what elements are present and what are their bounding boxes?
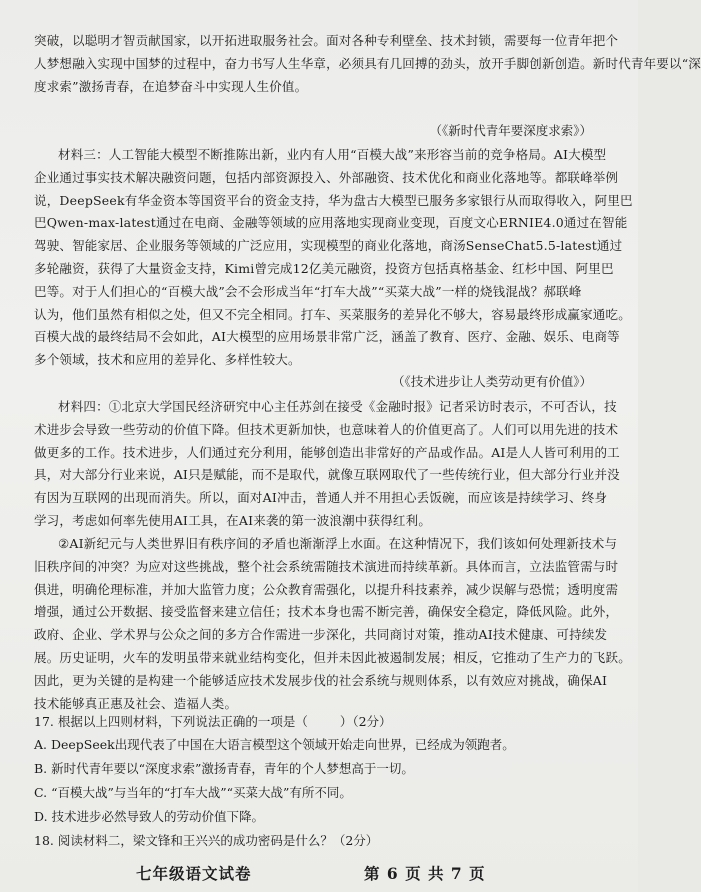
text-line: 术进步会导致一些劳动的价值下降。但技术更新加快，也意味着人的价值更高了。人们可以用先进的技术 [34, 421, 619, 437]
source-citation: （《新时代青年要深度求索》） [429, 123, 592, 138]
text-line: 巴等。对于人们担心的“百模大战”会不会形成当年“打车大战”“买菜大战”一样的烧钱混战？郝联峰 [34, 283, 582, 299]
paragraph-material-two-ending [34, 30, 701, 98]
text-line: 巴Qwen-max-latest通过在电商、金融等领域的应用落地实现商业变现，百度文心ERNIE4.0通过在智能 [34, 215, 628, 231]
text-line: 度求索”激扬青春，在追梦奋斗中实现人生价值。 [34, 78, 308, 94]
question-score: ）（2分） [339, 714, 392, 729]
text-line: 说，DeepSeek有华金资本等国资平台的资金支持，华为盘古大模型已服务多家银行从而取得收入，阿里巴 [34, 192, 633, 208]
text-line: 学习，考虑如何率先使用AI工具，在AI来袭的第一波浪潮中获得红利。 [34, 512, 432, 528]
text-line: 企业通过事实技术解决融资问题，包括内部资源投入、外部融资、技术优化和商业化落地等。都联峰举例 [34, 169, 619, 185]
text-line: 增强，通过公开数据、接受监督来建立信任；技术本身也需不断完善，确保安全稳定，降低风险。此外， [34, 604, 619, 620]
option-d: D. 技术进步必然导致人的劳动价值下降。 [34, 809, 265, 824]
paragraph-material-four-part-one [34, 396, 620, 533]
text-line: 认为，他们虽然有相似之处，但又不完全相同。打车、买菜服务的差异化不够大，容易最终形成赢家通吃。 [34, 306, 631, 322]
footer-page-number: 第 6 页 共 7 页 [364, 864, 486, 883]
text-line: 材料三：人工智能大模型不断推陈出新，业内有人用“百模大战”来形容当前的竞争格局。AI大模型 [58, 147, 607, 162]
footer-exam-title: 七年级语文试卷 [136, 864, 252, 883]
text-line: 材料四：①北京大学国民经济研究中心主任苏剑在接受《金融时报》记者采访时表示，不可否认，技 [58, 399, 617, 414]
text-line: 突破，以聪明才智贡献国家，以开拓进取服务社会。面对各种专利壁垒、技术封锁，需要每一位青年把个 [34, 33, 619, 48]
text-line: 具，对大部分行业来说，AI只是赋能，而不是取代，就像互联网取代了一些传统行业，但大部分行业并没 [34, 467, 620, 483]
option-c: C. “百模大战”与当年的“打车大战”“买菜大战”有所不同。 [34, 785, 352, 800]
text-line: ②AI新纪元与人类世界旧有秩序间的矛盾也渐渐浮上水面。在这种情况下，我们该如何处理新技术与 [58, 536, 618, 551]
paragraph-material-four-part-two [34, 533, 631, 715]
option-a: A. DeepSeek出现代表了中国在大语言模型这个领域开始走向世界，已经成为领跑者。 [34, 737, 515, 752]
question-text: 17. 根据以上四则材料，下列说法正确的一项是（ [34, 714, 308, 729]
source-citation: （《技术进步让人类劳动更有价值》） [391, 374, 592, 389]
question-17-stem [34, 712, 392, 730]
text-line: 做更多的工作。技术进步，人们通过充分利用，能够创造出非常好的产品或作品。AI是人人皆可利用的工 [34, 444, 620, 460]
text-line: 多个领域，技术和应用的差异化、多样性较大。 [34, 352, 301, 368]
text-line: 政府、企业、学术界与公众之间的多方合作需进一步深化，共同商讨对策，推动AI技术健康、可持续发 [34, 627, 608, 643]
text-line: 多轮融资，获得了大量资金支持，Kimi曾完成12亿美元融资，投资方包括真格基金、红杉中国、阿里巴 [34, 260, 614, 276]
option-b: B. 新时代青年要以“深度求索”激扬青春，青年的个人梦想高于一切。 [34, 761, 414, 776]
text-line: 人梦想融入实现中国梦的过程中，奋力书写人生华章，必须具有几回搏的劲头，放开手脚创新创造。新时代青年要以“深 [34, 55, 701, 71]
text-line: 有因为互联网的出现而消失。所以，面对AI冲击，普通人并不用担心丢饭碗，而应该是持续学习、终身 [34, 490, 608, 506]
text-line: 俱进，明确伦理标准，并加大监管力度；公众教育需强化，以提升科技素养，减少误解与恐慌；透明度需 [34, 581, 619, 597]
text-line: 展。历史证明，火车的发明虽带来就业结构变化，但并未因此被遏制发展；相反，它推动了生产力的飞跃。 [34, 649, 631, 665]
text-line: 旧秩序间的冲突？为应对这些挑战，整个社会系统需随技术演进而持续革新。具体而言，立法监管需与时 [34, 558, 619, 574]
text-line: 技术能够真正惠及社会、造福人类。 [34, 695, 238, 711]
paragraph-material-three [34, 144, 633, 372]
text-line: 驾驶、智能家居、企业服务等领域的广泛应用，实现模型的商业化落地，商汤SenseChat5.5-latest通过 [34, 238, 623, 254]
text-line: 因此，更为关键的是构建一个能够适应技术发展步伐的社会系统与规则体系，以有效应对挑战，确保AI [34, 672, 608, 688]
text-line: 百模大战的最终结局不会如此，AI大模型的应用场景非常广泛，涵盖了教育、医疗、金融、娱乐、电商等 [34, 329, 620, 345]
question-18: 18. 阅读材料二，梁文锋和王兴兴的成功密码是什么？（2分） [34, 833, 379, 848]
